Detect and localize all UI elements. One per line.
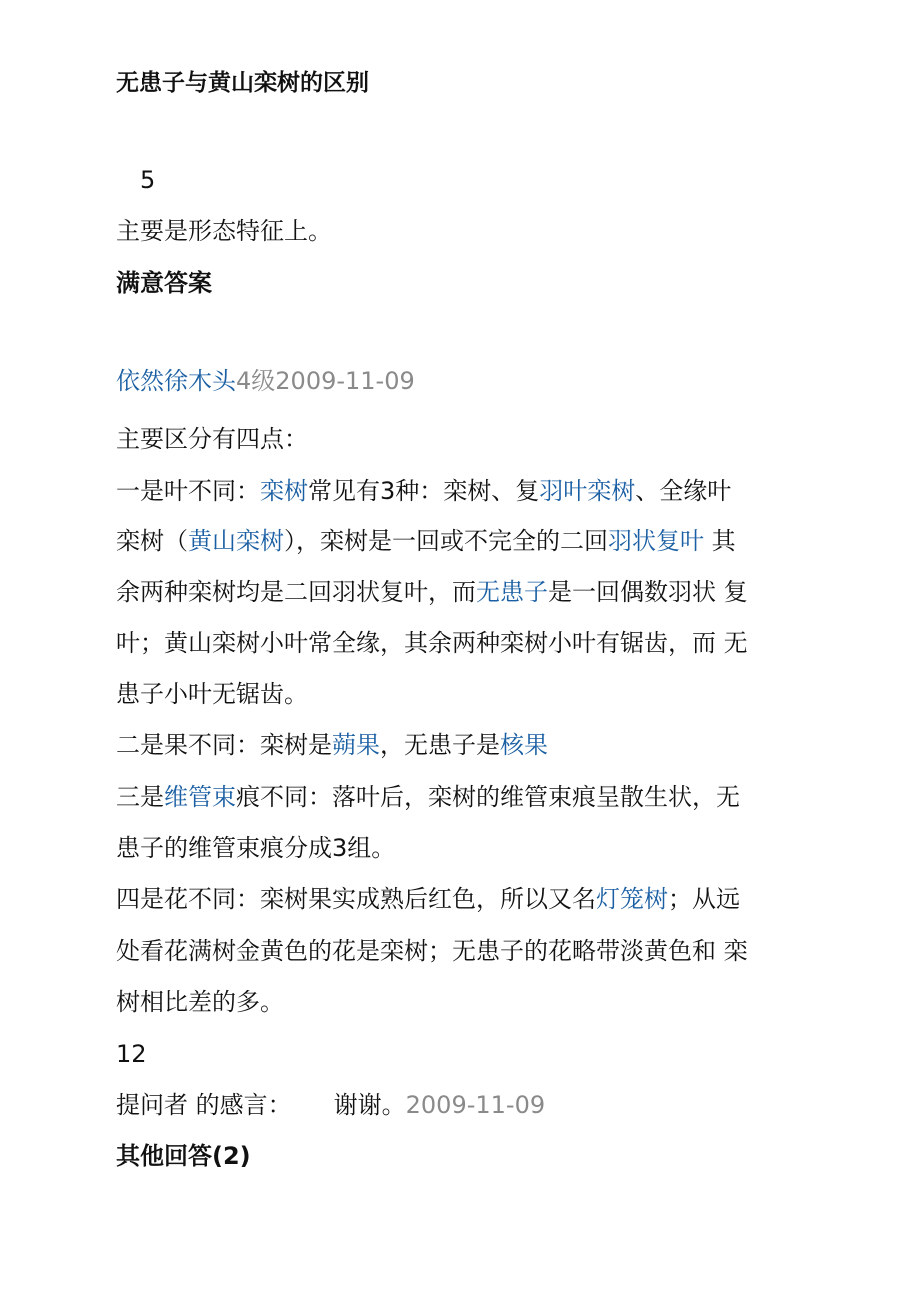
text: 二是果不同：栾树是	[116, 731, 332, 759]
link-weiguanshu[interactable]: 维管束	[164, 783, 236, 811]
question-description: 主要是形态特征上。	[116, 217, 332, 245]
reward-points: 5	[140, 166, 156, 194]
text: 是一回偶数羽状 复	[548, 578, 748, 606]
text: ），栾树是一回或不完全的二回	[284, 527, 608, 555]
text: ，无患子是	[380, 731, 500, 759]
text: 一是叶不同：	[116, 477, 260, 505]
point-1-line-1	[116, 476, 731, 506]
point-1-line-3	[116, 577, 748, 607]
comment-text: 谢谢。	[333, 1091, 406, 1119]
other-answers-heading[interactable]: 其他回答(2)	[116, 1142, 251, 1170]
best-answer-heading: 满意答案	[116, 269, 212, 297]
page-title: 无患子与黄山栾树的区别	[116, 70, 369, 96]
answer-date: 2009-11-09	[275, 367, 415, 395]
text: 、全缘叶	[635, 477, 732, 505]
link-yuzhuang-fuye[interactable]: 羽状复叶	[608, 527, 704, 555]
point-3-line-1	[116, 782, 740, 812]
link-heguo[interactable]: 核果	[500, 731, 548, 759]
comment-label: 提问者 的感言：	[116, 1091, 292, 1119]
point-4-line-2: 处看花满树金黄色的花是栾树；无患子的花略带淡黄色和 栾	[116, 937, 748, 965]
answer-intro: 主要区分有四点：	[116, 425, 308, 453]
point-4-line-3: 树相比差的多。	[116, 988, 284, 1016]
link-wuhuanzi[interactable]: 无患子	[476, 578, 548, 606]
link-shuoguo[interactable]: 蒴果	[332, 731, 380, 759]
asker-comment	[116, 1090, 545, 1120]
answer-meta	[116, 366, 415, 396]
link-denglongshu[interactable]: 灯笼树	[596, 885, 668, 913]
text: ；从远	[668, 885, 740, 913]
text: 痕不同：落叶后，栾树的维管束痕呈散生状，无	[236, 783, 740, 811]
point-1-line-2	[116, 526, 736, 556]
text: 三是	[116, 783, 164, 811]
vote-count: 12	[116, 1040, 147, 1068]
link-luanshu[interactable]: 栾树	[260, 477, 308, 505]
link-huangshan-luanshu[interactable]: 黄山栾树	[188, 527, 284, 555]
text: 余两种栾树均是二回羽状复叶，而	[116, 578, 476, 606]
text: 栾树（	[116, 527, 188, 555]
comment-date: 2009-11-09	[405, 1091, 546, 1119]
point-1-line-5: 患子小叶无锯齿。	[116, 680, 308, 708]
point-1-line-4: 叶；黄山栾树小叶常全缘，其余两种栾树小叶有锯齿，而 无	[116, 629, 748, 657]
author-level: 4级	[236, 367, 276, 395]
text: 常见有3种：栾树、复	[308, 477, 540, 505]
point-4-line-1	[116, 884, 740, 914]
point-2	[116, 730, 548, 760]
link-yuye-luanshu[interactable]: 羽叶栾树	[539, 477, 636, 505]
text: 四是花不同：栾树果实成熟后红色，所以又名	[116, 885, 596, 913]
point-3-line-2: 患子的维管束痕分成3组。	[116, 834, 396, 862]
text: 其	[704, 527, 736, 555]
author-link[interactable]: 依然徐木头	[116, 367, 236, 395]
